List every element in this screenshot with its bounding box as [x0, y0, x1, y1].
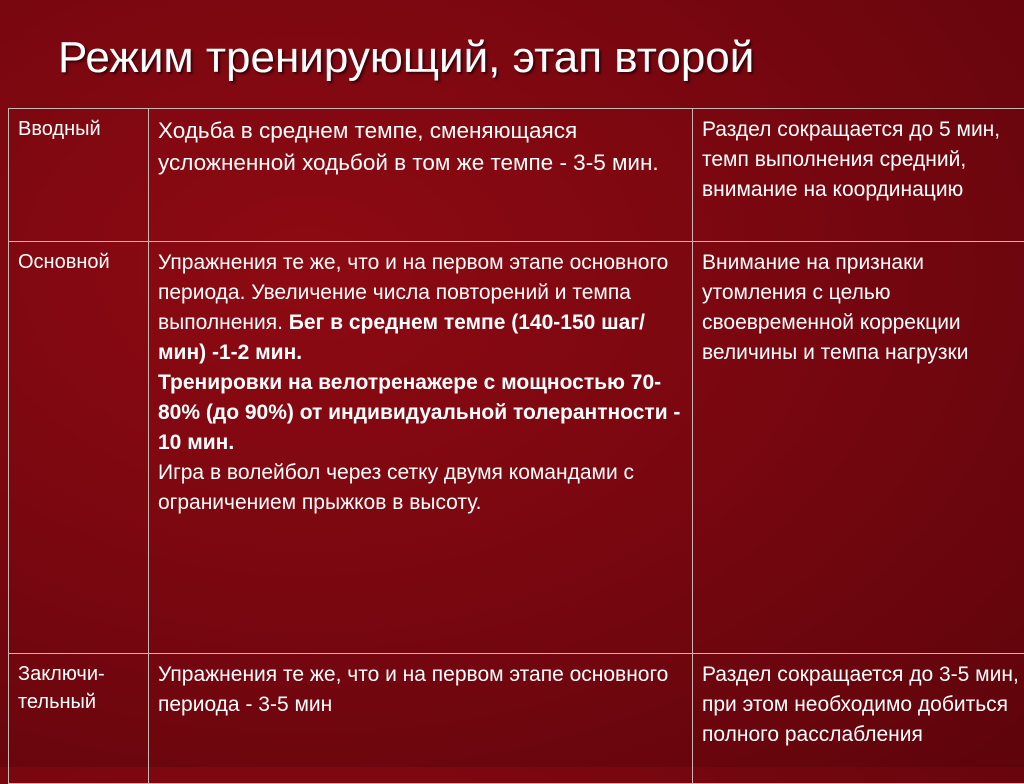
content-bold-text: Тренировки на велотренажере с мощностью 70-80% (до 90%) от индивидуальной толерантности - 10 мин.: [158, 371, 680, 454]
slide-title: Режим тренирующий, этап второй: [58, 30, 754, 86]
phase-cell: Заключи-тельный: [9, 654, 149, 784]
content-text: Упражнения те же, что и на первом этапе основного периода. Увеличение числа повторений и темпа выполнения.: [158, 251, 668, 334]
phase-cell: Вводный: [9, 109, 149, 242]
phase-cell: Основной: [9, 242, 149, 654]
note-cell: Раздел сокращается до 5 мин, темп выполнения средний, внимание на координацию: [693, 109, 1024, 242]
content-cell: Ходьба в среднем темпе, сменяющаяся усложненной ходьбой в том же темпе - 3-5 мин.: [149, 109, 693, 242]
content-bold-text: Бег в среднем темпе (140-150 шаг/мин) -1-2 мин.: [158, 311, 645, 364]
table-row-final: [9, 654, 1024, 784]
content-text: Игра в волейбол через сетку двумя командами с ограничением прыжков в высоту.: [158, 461, 634, 514]
note-cell: Раздел сокращается до 3-5 мин, при этом необходимо добиться полного расслабления: [693, 654, 1024, 784]
table-row-intro: [9, 109, 1024, 242]
content-cell: [149, 242, 693, 654]
training-plan-table: [8, 108, 1024, 784]
note-cell: Внимание на признаки утомления с целью своевременной коррекции величины и темпа нагрузки: [693, 242, 1024, 654]
table-row-main: [9, 242, 1024, 654]
content-cell: Упражнения те же, что и на первом этапе основного периода - 3-5 мин: [149, 654, 693, 784]
